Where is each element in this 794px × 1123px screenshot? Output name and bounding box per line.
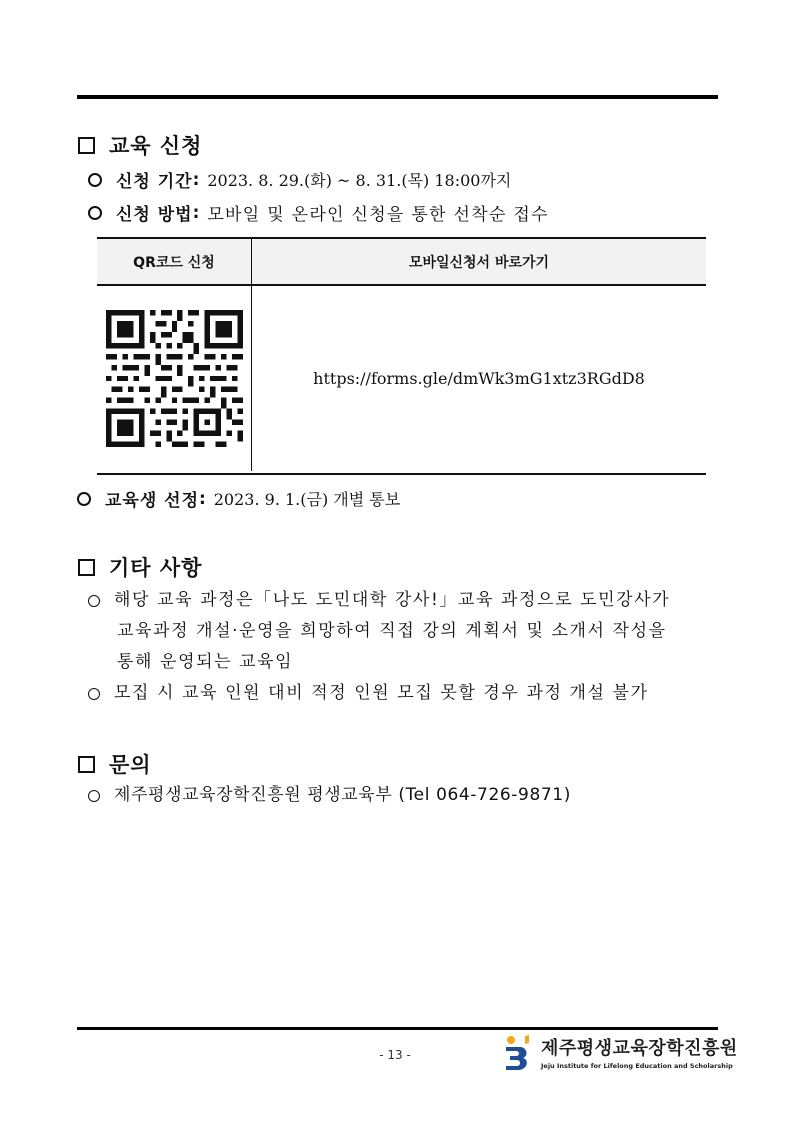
selection-item: 교육생 선정 : 2023. 9. 1.(금) 개별 통보: [77, 486, 400, 511]
qr-application-table: [97, 237, 706, 475]
section-title: 기타 사항: [109, 556, 203, 580]
section-heading-application: [78, 130, 202, 160]
contact-item: [88, 780, 571, 811]
application-method-item: 신청 방법 : 모바일 및 온라인 신청을 통한 선착순 접수: [88, 200, 549, 225]
etc-item-1-line-2: 교육과정 개설·운영을 희망하여 직접 강의 계획서 및 소개서 작성을: [117, 621, 667, 641]
header-qr: QR코드 신청: [133, 254, 215, 271]
square-bullet-icon: [78, 756, 95, 773]
section-heading-contact: [78, 749, 152, 779]
etc-item-1-line-3: 통해 운영되는 교육임: [117, 652, 294, 672]
square-bullet-icon: [78, 559, 95, 576]
square-bullet-icon: [78, 137, 95, 154]
bottom-rule: [77, 1027, 718, 1030]
etc-item-1: [88, 585, 670, 678]
section-title: 교육 신청: [109, 134, 203, 158]
selection-value: 2023. 9. 1.(금) 개별 통보: [213, 490, 401, 509]
etc-item-1-line-1: 해당 교육 과정은「나도 도민대학 강사!」교육 과정으로 도민강사가: [114, 590, 671, 610]
institute-logo-icon: [503, 1034, 535, 1070]
period-label: 신청 기간: [116, 172, 193, 192]
method-value: 모바일 및 온라인 신청을 통한 선착순 접수: [207, 205, 549, 225]
institute-name: 제주평생교육장학진흥원: [541, 1038, 738, 1059]
period-value: 2023. 8. 29.(화) ~ 8. 31.(목) 18:00까지: [207, 171, 512, 190]
top-rule: [77, 95, 718, 99]
institute-logo: [503, 1034, 738, 1070]
institute-subtitle: Jeju Institute for Lifelong Education and Scholarship: [541, 1062, 733, 1070]
selection-label: 교육생 선정: [105, 491, 200, 511]
circle-bullet-icon: [88, 595, 100, 607]
etc-item-2: [88, 678, 649, 709]
circle-bullet-icon: [88, 790, 100, 802]
section-title: 문의: [109, 753, 152, 777]
circle-bullet-icon: [88, 688, 100, 700]
method-label: 신청 방법: [116, 205, 193, 225]
header-link: 모바일신청서 바로가기: [408, 254, 550, 271]
contact-text: 제주평생교육장학진흥원 평생교육부 (Tel 064-726-9871): [114, 785, 571, 805]
application-period-item: 신청 기간 : 2023. 8. 29.(화) ~ 8. 31.(목) 18:00까지: [88, 167, 511, 192]
section-heading-etc: [78, 552, 202, 582]
etc-item-2-text: 모집 시 교육 인원 대비 적정 인원 모집 못할 경우 과정 개설 불가: [114, 683, 649, 703]
circle-bullet-icon: [77, 492, 91, 506]
qr-code-icon[interactable]: [106, 310, 243, 447]
circle-bullet-icon: [88, 173, 102, 187]
page-number: - 13 -: [379, 1048, 411, 1062]
mobile-form-link[interactable]: https://forms.gle/dmWk3mG1xtz3RGdD8: [313, 369, 645, 388]
circle-bullet-icon: [88, 206, 102, 220]
